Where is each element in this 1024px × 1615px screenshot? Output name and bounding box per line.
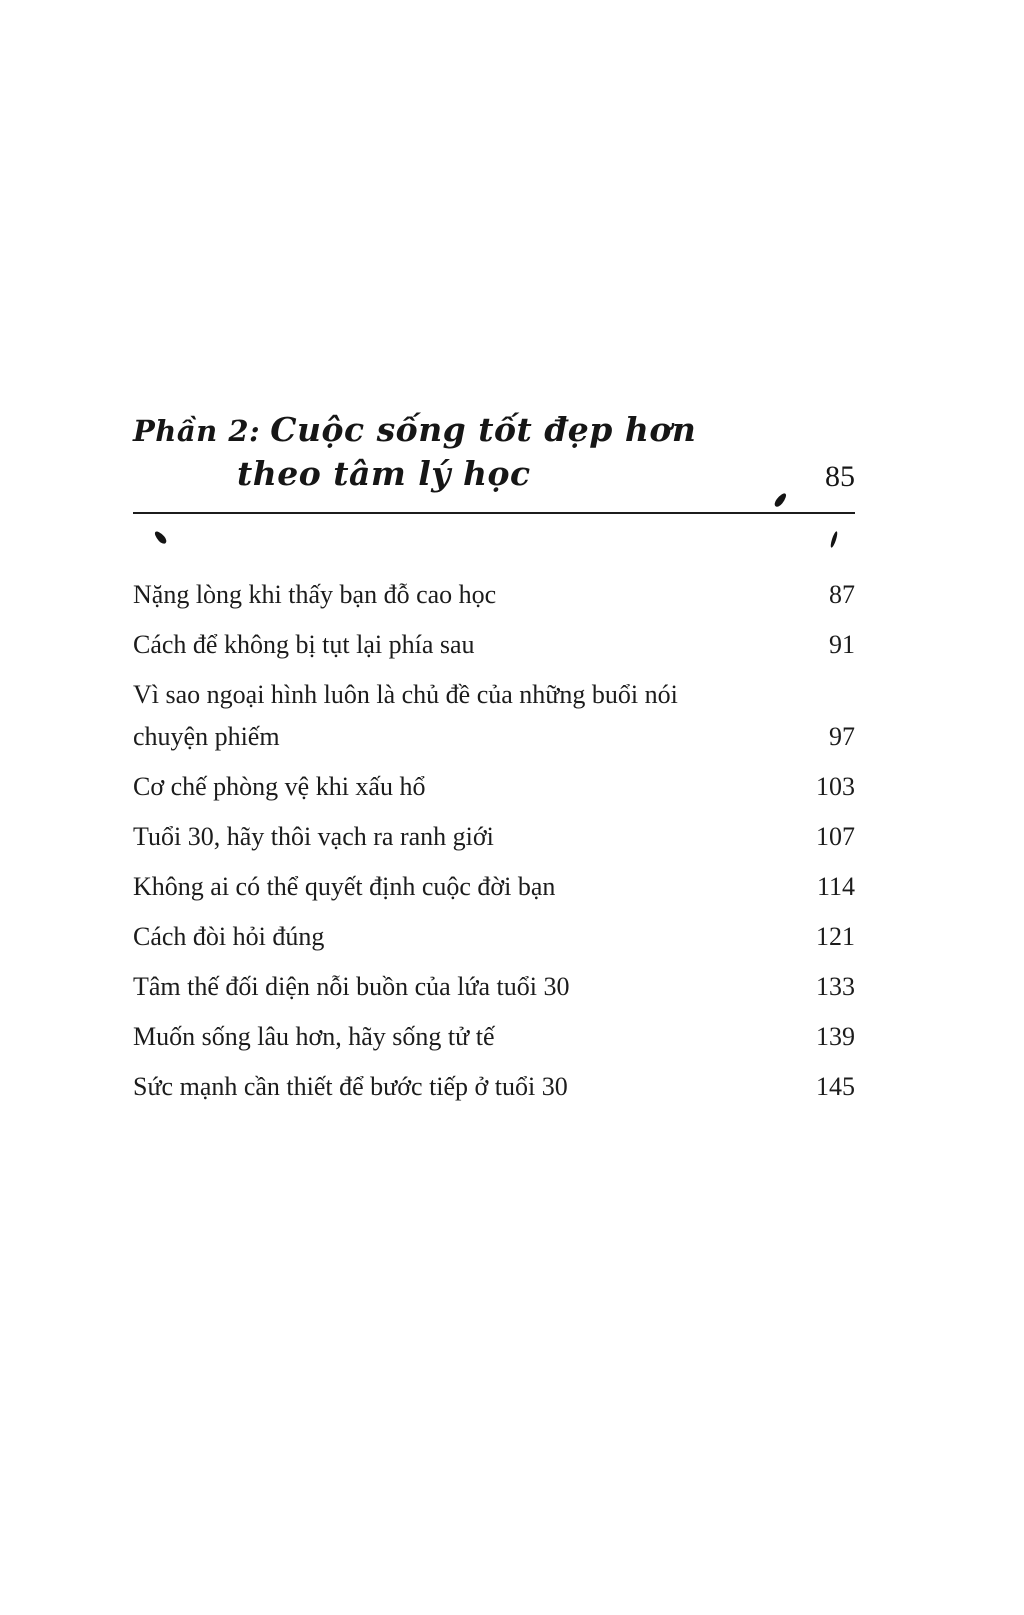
toc-entry bbox=[133, 574, 855, 616]
toc-entry bbox=[133, 1016, 855, 1058]
toc-entry-page: 121 bbox=[816, 921, 855, 951]
toc-entry-title: Nặng lòng khi thấy bạn đỗ cao học bbox=[133, 579, 497, 609]
part-header bbox=[133, 408, 855, 496]
toc-entry-title: Cách đòi hỏi đúng bbox=[133, 921, 325, 951]
toc-entry bbox=[133, 674, 855, 758]
toc-entry bbox=[133, 866, 855, 908]
toc-content bbox=[133, 408, 855, 1116]
toc-entry-title: Không ai có thể quyết định cuộc đời bạn bbox=[133, 871, 556, 901]
toc-entry-title: Tâm thế đối diện nỗi buồn của lứa tuổi 30 bbox=[133, 971, 570, 1001]
toc-entry-title: Muốn sống lâu hơn, hãy sống tử tế bbox=[133, 1021, 495, 1051]
toc-entry-page: 133 bbox=[816, 971, 855, 1001]
toc-entry-title: Sức mạnh cần thiết để bước tiếp ở tuổi 30 bbox=[133, 1071, 568, 1101]
toc-entry-page: 91 bbox=[829, 629, 855, 659]
toc-entry-page: 103 bbox=[816, 771, 855, 801]
part-title-text-2: theo tâm lý học bbox=[237, 453, 531, 493]
part-page-number: 85 bbox=[825, 459, 855, 493]
toc-entry bbox=[133, 966, 855, 1008]
toc-entry-title: Cách để không bị tụt lại phía sau bbox=[133, 629, 475, 659]
toc-entry bbox=[133, 624, 855, 666]
part-label: Phần 2: bbox=[133, 414, 261, 448]
toc-entry bbox=[133, 816, 855, 858]
toc-entry-page: 97 bbox=[829, 721, 855, 751]
seed-mark-icon bbox=[829, 531, 838, 548]
toc-entry-page: 107 bbox=[816, 821, 855, 851]
part-title-line1 bbox=[133, 408, 696, 453]
toc-entry-title: Cơ chế phòng vệ khi xấu hổ bbox=[133, 771, 426, 801]
part-title-text-1: Cuộc sống tốt đẹp hơn bbox=[270, 410, 697, 449]
toc-entry-title: Tuổi 30, hãy thôi vạch ra ranh giới bbox=[133, 821, 494, 851]
part-title bbox=[133, 408, 696, 496]
toc-entry-page: 145 bbox=[816, 1071, 855, 1101]
toc-entry bbox=[133, 1066, 855, 1108]
toc-list bbox=[133, 574, 855, 1108]
toc-entry-title: Vì sao ngoại hình luôn là chủ đề của những buổi nói chuyện phiếm bbox=[133, 679, 678, 751]
toc-entry-page: 139 bbox=[816, 1021, 855, 1051]
seed-mark-icon bbox=[153, 530, 168, 546]
toc-entry bbox=[133, 916, 855, 958]
toc-entry bbox=[133, 766, 855, 808]
header-divider bbox=[133, 512, 855, 514]
toc-entry-page: 87 bbox=[829, 579, 855, 609]
toc-entry-page: 114 bbox=[816, 871, 855, 901]
